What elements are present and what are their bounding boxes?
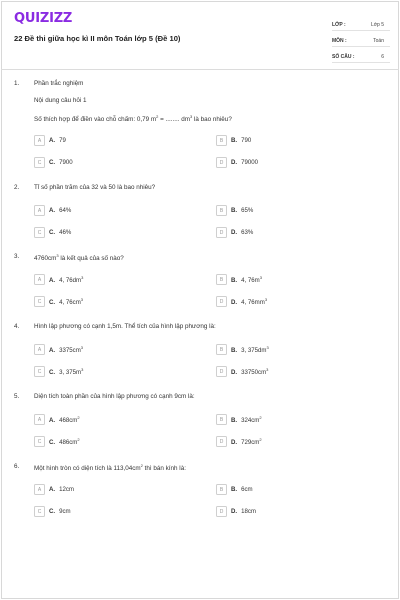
option-text: D. $729cm^2$ [231,437,262,446]
option-text: C. 9cm [49,508,71,515]
answer-option-b[interactable] [216,135,251,146]
meta-value: Lớp 5 [370,22,384,28]
answer-option-d[interactable] [216,366,268,377]
answer-option-c[interactable] [34,436,80,447]
option-letter-box: B [216,484,227,495]
meta-label: LỚP : [332,22,346,28]
option-letter: C. [49,369,56,376]
option-letter: B. [231,347,238,354]
question-text: Nội dung câu hỏi 1 [34,97,87,104]
option-letter: C. [49,159,56,166]
option-letter-box: D [216,366,227,377]
option-letter: B. [231,137,238,144]
option-letter: B. [231,277,238,284]
question-text: Tỉ số phần trăm của 32 và 50 là bao nhiêu? [34,184,156,191]
option-letter: D. [231,439,238,446]
answer-option-a[interactable] [34,344,83,355]
option-letter-box: B [216,414,227,425]
option-letter-box: B [216,344,227,355]
option-letter-box: D [216,436,227,447]
option-text: D. 18cm [231,508,256,515]
meta-box [332,15,390,63]
question-text: Một hình tròn có diện tích là $113,04cm^2$ thì bán kính là: [34,463,186,472]
option-letter-box: A [34,274,45,285]
answer-option-c[interactable] [34,157,73,168]
answer-option-b[interactable] [216,205,253,216]
document-title: 22 Đề thi giữa học kì II môn Toán lớp 5 (Đề 10) [14,34,181,43]
meta-value: 6 [381,54,384,60]
question-text: $4760cm^3$ là kết quả của số nào? [34,253,124,262]
option-letter-box: A [34,414,45,425]
option-letter-box: D [216,506,227,517]
meta-row-count [332,47,390,63]
option-letter-box: D [216,296,227,307]
option-letter: A. [49,207,56,214]
answer-option-d[interactable] [216,157,258,168]
option-letter: D. [231,159,238,166]
answer-option-d[interactable] [216,436,262,447]
option-letter: D. [231,299,238,306]
answer-option-b[interactable] [216,274,262,285]
answer-option-b[interactable] [216,344,269,355]
answer-option-a[interactable] [34,205,71,216]
option-letter-box: A [34,205,45,216]
option-letter-box: C [34,296,45,307]
answer-option-a[interactable] [34,274,83,285]
option-letter-box: B [216,135,227,146]
option-letter: B. [231,486,238,493]
meta-row-class [332,15,390,31]
option-letter: A. [49,137,56,144]
option-text: A. 12cm [49,486,74,493]
option-letter: B. [231,207,238,214]
option-text: A. $468cm^2$ [49,415,80,424]
option-text: C. 46% [49,229,72,236]
option-letter: C. [49,229,56,236]
option-text: A. 4, $76dm^3$ [49,275,84,284]
option-letter: D. [231,508,238,515]
option-letter-box: C [34,157,45,168]
answer-option-c[interactable] [34,366,83,377]
option-text: A. 79 [49,137,66,144]
answer-option-a[interactable] [34,414,80,425]
option-text: D. 79000 [231,159,259,166]
quizizz-logo: QUIZIZZ [14,11,73,26]
option-letter: C. [49,508,56,515]
question-text: Phần trắc nghiệm [34,80,84,87]
answer-option-b[interactable] [216,484,253,495]
option-letter: D. [231,229,238,236]
option-text: C. $486cm^2$ [49,437,80,446]
question-number: 5. [14,393,20,400]
option-letter-box: D [216,157,227,168]
header-divider [1,69,399,70]
answer-option-d[interactable] [216,296,267,307]
option-letter: A. [49,417,56,424]
option-letter-box: C [34,436,45,447]
option-text: B. 3, $375dm^3$ [231,345,269,354]
option-letter-box: A [34,484,45,495]
option-letter: A. [49,347,56,354]
option-text: A. $3375cm^3$ [49,345,84,354]
answer-option-c[interactable] [34,506,71,517]
option-text: B. 4, $76m^3$ [231,275,262,284]
answer-option-c[interactable] [34,296,83,307]
option-text: D. $33750cm^3$ [231,367,269,376]
question-text: Hình lập phương có cạnh 1,5m. Thể tích của hình lập phương là: [34,323,216,330]
option-letter: C. [49,439,56,446]
option-text: C. 7900 [49,159,73,166]
option-letter: B. [231,417,238,424]
option-letter-box: D [216,227,227,238]
option-text: D. 4, $76mm^3$ [231,297,268,306]
answer-option-b[interactable] [216,414,262,425]
option-text: B. 6cm [231,486,253,493]
option-text: C. 4, $76cm^3$ [49,297,84,306]
question-text: Số thích hợp để điền vào chỗ chấm: 0,79 $m^2$ = ........ $dm^3$ là bao nhiêu? [34,114,232,123]
question-number: 4. [14,323,20,330]
answer-option-a[interactable] [34,135,66,146]
answer-option-a[interactable] [34,484,74,495]
option-text: B. 65% [231,207,254,214]
option-letter: A. [49,486,56,493]
meta-value: Toán [373,38,384,44]
option-letter: A. [49,277,56,284]
option-text: B. 790 [231,137,252,144]
option-text: B. $324cm^2$ [231,415,262,424]
option-text: C. 3, $375m^3$ [49,367,84,376]
option-letter: D. [231,369,238,376]
option-letter-box: A [34,344,45,355]
option-letter-box: C [34,366,45,377]
question-number: 6. [14,463,20,470]
question-text: Diện tích toàn phần của hình lập phương có cạnh 9cm là: [34,393,195,400]
option-text: A. 64% [49,207,72,214]
answer-option-c[interactable] [34,227,71,238]
option-letter-box: C [34,227,45,238]
option-letter-box: A [34,135,45,146]
answer-option-d[interactable] [216,227,253,238]
question-number: 2. [14,184,20,191]
question-number: 1. [14,80,20,87]
option-letter-box: B [216,274,227,285]
option-letter-box: C [34,506,45,517]
meta-row-subject [332,31,390,47]
meta-label: SỐ CÂU : [332,54,355,60]
option-letter: C. [49,299,56,306]
meta-label: MÔN : [332,38,347,44]
question-number: 3. [14,253,20,260]
answer-option-d[interactable] [216,506,256,517]
option-text: D. 63% [231,229,254,236]
option-letter-box: B [216,205,227,216]
